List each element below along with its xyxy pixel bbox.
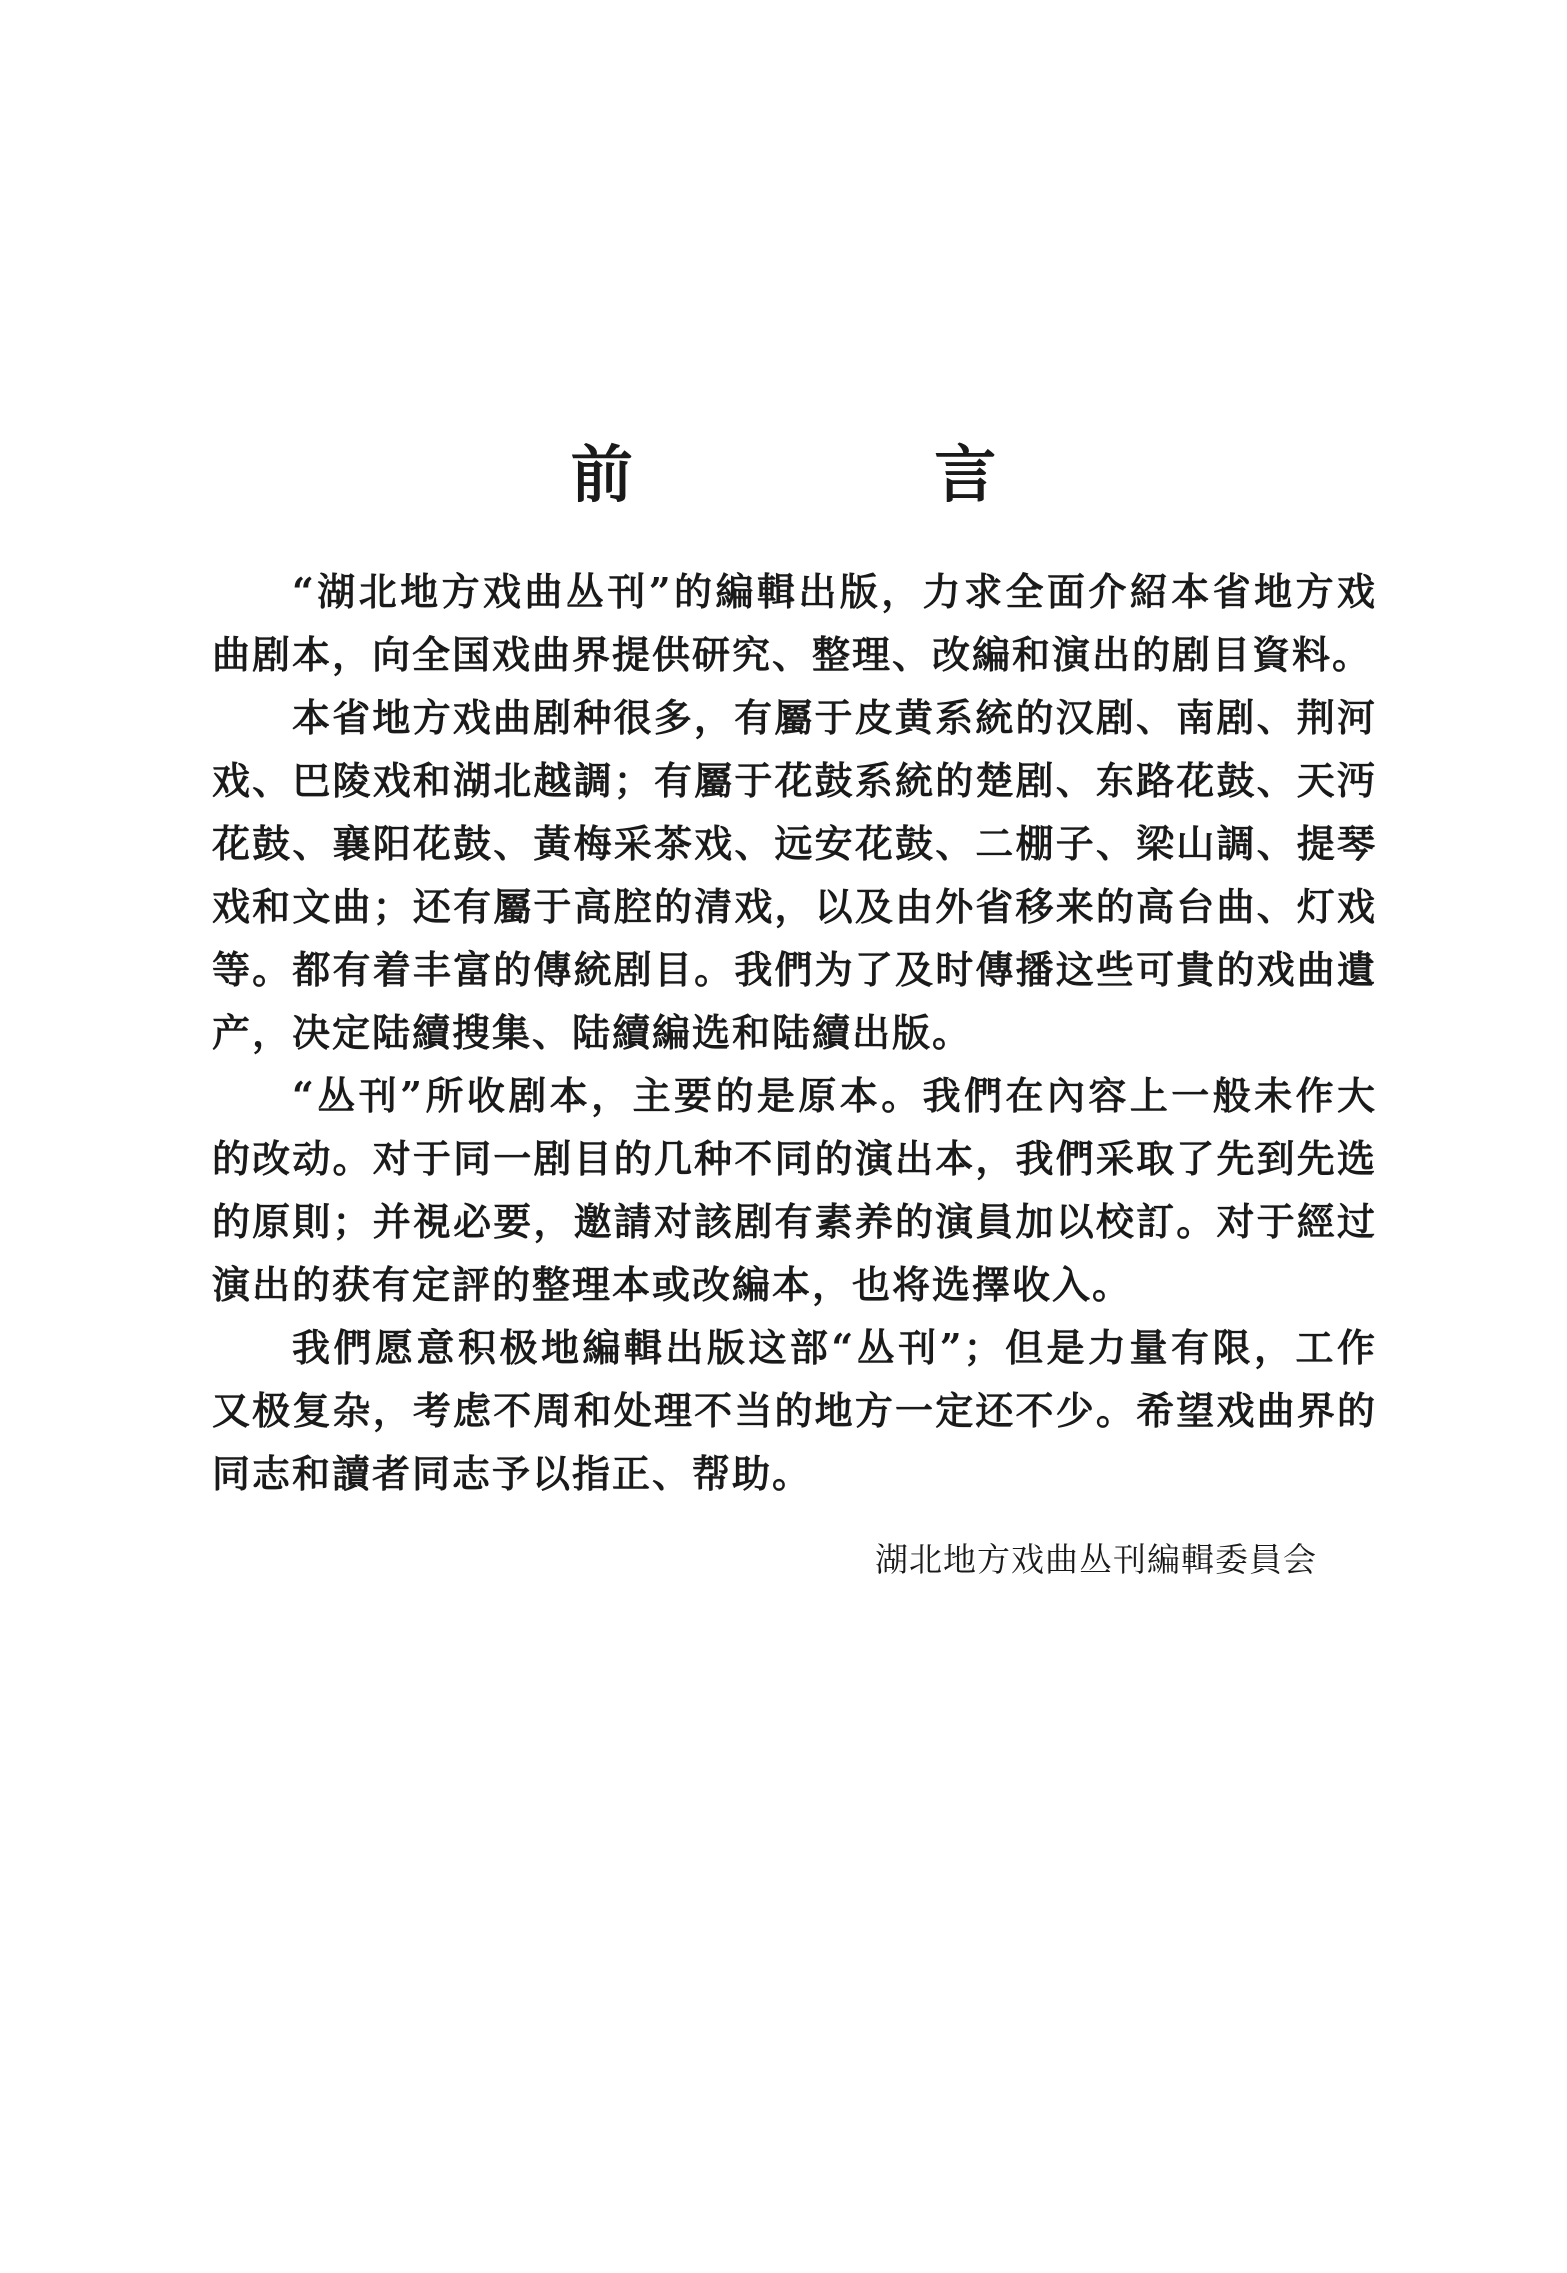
paragraph-2: 本省地方戏曲剧种很多，有屬于皮黄系統的汉剧、南剧、荆河戏、巴陵戏和湖北越調；有屬于花鼓系統的楚剧、东路花鼓、天沔花鼓、襄阳花鼓、黃梅采茶戏、远安花鼓、二棚子、梁山調、提琴戏和文曲；还有屬于高腔的清戏，以及由外省移来的高台曲、灯戏等。都有着丰富的傳統剧目。我們为了及时傳播这些可貴的戏曲遺产，决定陆續搜集、陆續編选和陆續出版。 [212,695,1377,1055]
paragraph-4: 我們愿意积极地編輯出版这部“丛刊”；但是力量有限，工作又极复杂，考虑不周和处理不当的地方一定还不少。希望戏曲界的同志和讀者同志予以指正、帮助。 [212,1325,1377,1496]
paragraph-1: “湖北地方戏曲丛刊”的編輯出版，力求全面介紹本省地方戏曲剧本，向全国戏曲界提供研究、整理、改編和演出的剧目資料。 [212,569,1377,677]
paragraph-3: “丛刊”所收剧本，主要的是原本。我們在內容上一般未作大的改动。对于同一剧目的几种不同的演出本，我們采取了先到先选的原則；并視必要，邀請对該剧有素养的演員加以校訂。对于經过演出的获有定評的整理本或改編本，也将选擇收入。 [212,1073,1377,1307]
body-text [212,560,1377,1505]
signature: 湖北地方戏曲丛刊編輯委員会 [875,1540,1317,1579]
page-title: 前 言 [570,438,1137,511]
